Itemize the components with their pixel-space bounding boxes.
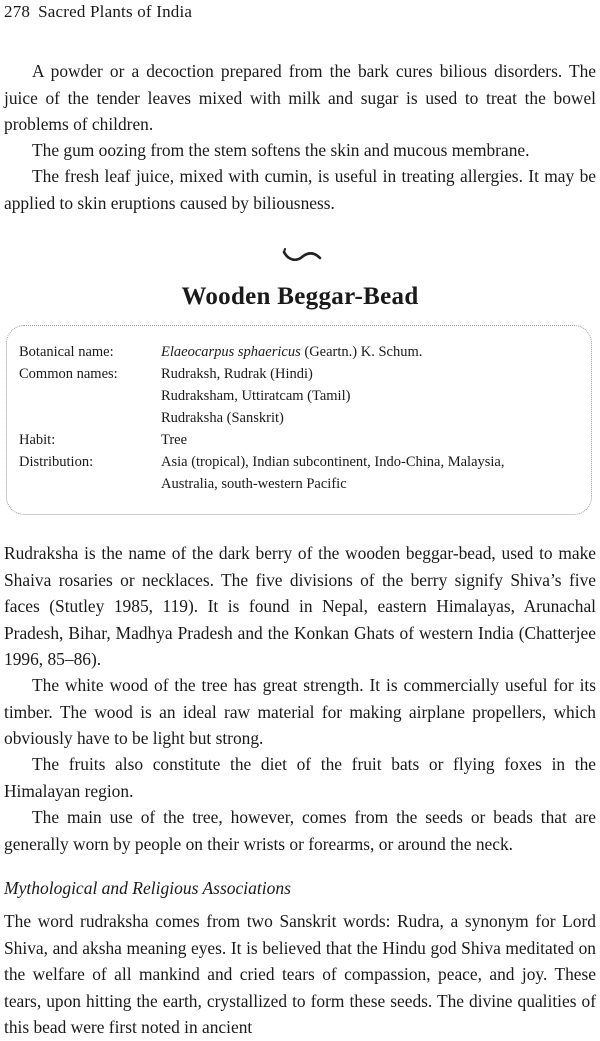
section-title: Wooden Beggar-Bead <box>181 283 419 310</box>
paragraph: A powder or a decoction prepared from the bark cures bilious disorders. The juice of the tender leaves mixed with milk and sugar is used to treat the bowel problems of children. <box>4 61 596 134</box>
paragraph: The word rudraksha comes from two Sanskrit words: Rudra, a synonym for Lord Shiva, and aksha meaning eyes. It is believed that the Hindu god Shiva meditated on the welfare of all mankind and cried tears of compassion, peace, and joy. These tears, upon hitting the earth, crystallized to form these seeds. The divine qualities of this bead were first noted in ancient <box>4 911 596 1037</box>
ornament-swash-icon <box>282 246 322 264</box>
running-header <box>4 2 192 22</box>
habit-label: Habit: <box>19 432 56 448</box>
paragraph: The fruits also constitute the diet of the fruit bats or flying foxes in the Himalayan region. <box>4 754 596 801</box>
distribution-label: Distribution: <box>19 454 94 470</box>
habit-value: Tree <box>161 432 188 448</box>
botanical-value <box>161 344 581 361</box>
botanical-name: Elaeocarpus sphaericus <box>161 344 301 360</box>
common-name-2: Rudraksham, Uttiratcam (Tamil) <box>161 388 351 404</box>
distribution-value-2: Australia, south-western Pacific <box>161 476 347 492</box>
paragraph: The white wood of the tree has great strength. It is commercially useful for its timber. The wood is an ideal raw material for making airplane propellers, which obviously have to be light but strong. <box>4 675 596 748</box>
common-name-1: Rudraksh, Rudrak (Hindi) <box>161 366 313 382</box>
paragraph: The main use of the tree, however, comes from the seeds or beads that are generally worn by people on their wrists or forearms, or around the neck. <box>4 807 596 854</box>
botanical-label: Botanical name: <box>19 344 114 360</box>
paragraph: The fresh leaf juice, mixed with cumin, is useful in treating allergies. It may be applied to skin eruptions caused by biliousness. <box>4 166 596 213</box>
book-title: Sacred Plants of India <box>38 2 193 21</box>
distribution-value-1: Asia (tropical), Indian subcontinent, Indo-China, Malaysia, <box>161 454 505 470</box>
common-names-label: Common names: <box>19 366 118 382</box>
paragraph: The gum oozing from the stem softens the skin and mucous membrane. <box>32 140 530 160</box>
plant-info-box <box>6 325 592 515</box>
page-number: 278 <box>4 2 31 21</box>
subheading: Mythological and Religious Associations <box>4 878 291 898</box>
botanical-author: (Geartn.) K. Schum. <box>300 344 423 360</box>
common-name-3: Rudraksha (Sanskrit) <box>161 410 284 426</box>
paragraph: Rudraksha is the name of the dark berry of the wooden beggar-bead, used to make Shaiva rosaries or necklaces. The five divisions of the berry signify Shiva’s five faces (Stutley 1985, 119). It is found in Nepal, eastern Himalayas, Arunachal Pradesh, Bihar, Madhya Pradesh and the Konkan Ghats of western India (Chatterjee 1996, 85–86). <box>4 543 596 669</box>
